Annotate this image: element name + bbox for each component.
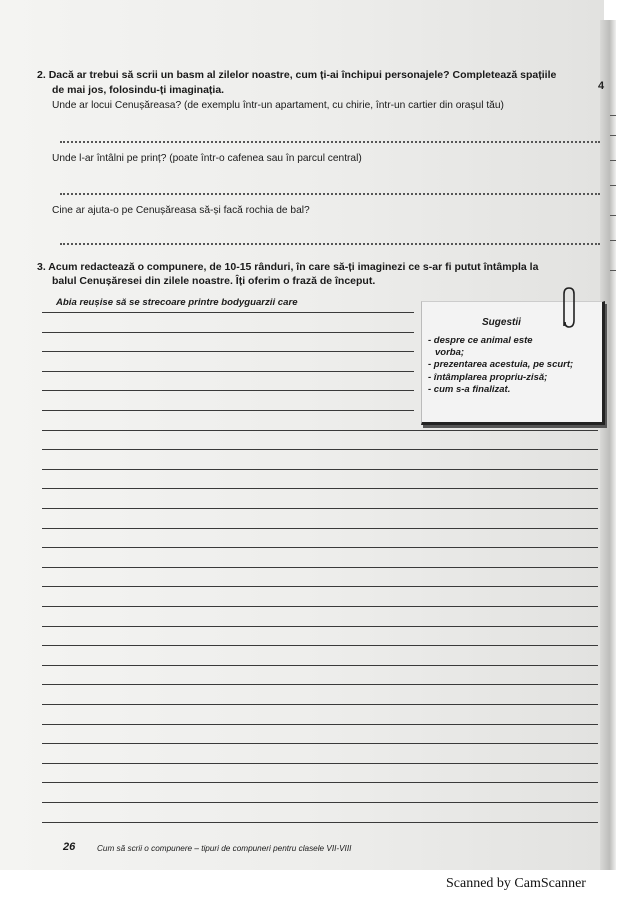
starter-sentence: Abia reușise să se strecoare printre bodyguarzii care [56,297,298,308]
writing-line[interactable] [42,626,598,627]
writing-line[interactable] [42,567,598,568]
writing-line[interactable] [42,508,598,509]
suggestion-item: - prezentarea acestuia, pe scurt; [428,359,574,371]
writing-line[interactable] [42,488,598,489]
writing-line[interactable] [42,430,598,431]
writing-line[interactable] [42,782,598,783]
q2-prompt-1: Unde ar locui Cenușăreasa? (de exemplu într-un apartament, cu chirie, într-un cartier din orașul tău) [52,100,504,111]
gutter-tick [610,270,616,271]
q2-title-line1: Dacă ar trebui să scrii un basm al zilelor noastre, cum ți-ai închipui personajele? Completează spațiile [48,69,557,81]
writing-line[interactable] [42,822,598,823]
answer-line-2[interactable] [60,193,600,195]
gutter-tick [610,215,616,216]
writing-line[interactable] [42,665,598,666]
writing-line[interactable] [42,528,598,529]
writing-line[interactable] [42,410,414,411]
q3-title-line2: balul Cenușăresei din zilele noastre. Îți oferim o frază de început. [52,275,376,287]
writing-line[interactable] [42,606,598,607]
suggestion-item: vorba; [435,347,465,359]
scanner-watermark: Scanned by CamScanner [446,876,586,891]
writing-line[interactable] [42,684,598,685]
writing-line[interactable] [42,547,598,548]
gutter-tick [610,240,616,241]
answer-line-3[interactable] [60,243,600,245]
suggestions-list [428,335,600,396]
suggestion-item: - întâmplarea propriu-zisă; [428,371,548,383]
writing-line[interactable] [42,449,598,450]
q2-title [37,68,556,82]
q3-title [37,260,538,274]
writing-line[interactable] [42,312,414,313]
writing-line[interactable] [42,763,598,764]
writing-line[interactable] [42,469,598,470]
writing-line[interactable] [42,802,598,803]
suggestion-item: - despre ce animal este [428,335,533,346]
suggestions-title: Sugestii [482,317,521,328]
writing-line[interactable] [42,390,414,391]
paperclip-icon [559,286,579,330]
writing-line[interactable] [42,351,414,352]
writing-line[interactable] [42,724,598,725]
writing-line[interactable] [42,371,414,372]
writing-line[interactable] [42,645,598,646]
writing-line[interactable] [42,704,598,705]
suggestion-item: - cum s-a finalizat. [428,383,511,395]
writing-line[interactable] [42,586,598,587]
page-gutter [600,20,616,870]
writing-line[interactable] [42,743,598,744]
q2-prompt-3: Cine ar ajuta-o pe Cenușăreasa să-și facă rochia de bal? [52,205,310,216]
gutter-tick [610,185,616,186]
writing-line[interactable] [42,332,414,333]
gutter-tick [610,160,616,161]
q3-number: 3. [37,261,46,273]
margin-mark: 4 [598,80,605,92]
q2-title-line2: de mai jos, folosindu-ți imaginația. [52,84,225,96]
gutter-tick [610,115,616,116]
q2-number: 2. [37,69,46,81]
q3-title-line1: Acum redactează o compunere, de 10-15 rânduri, în care să-ți imaginezi ce s-ar fi putut întâmpla la [48,261,539,273]
page-number: 26 [63,841,76,853]
q2-prompt-2: Unde l-ar întâlni pe prinț? (poate într-o cafenea sau în parcul central) [52,153,362,164]
gutter-tick [610,135,616,136]
answer-line-1[interactable] [60,141,600,143]
book-title: Cum să scrii o compunere – tipuri de compuneri pentru clasele VII-VIII [97,844,352,853]
